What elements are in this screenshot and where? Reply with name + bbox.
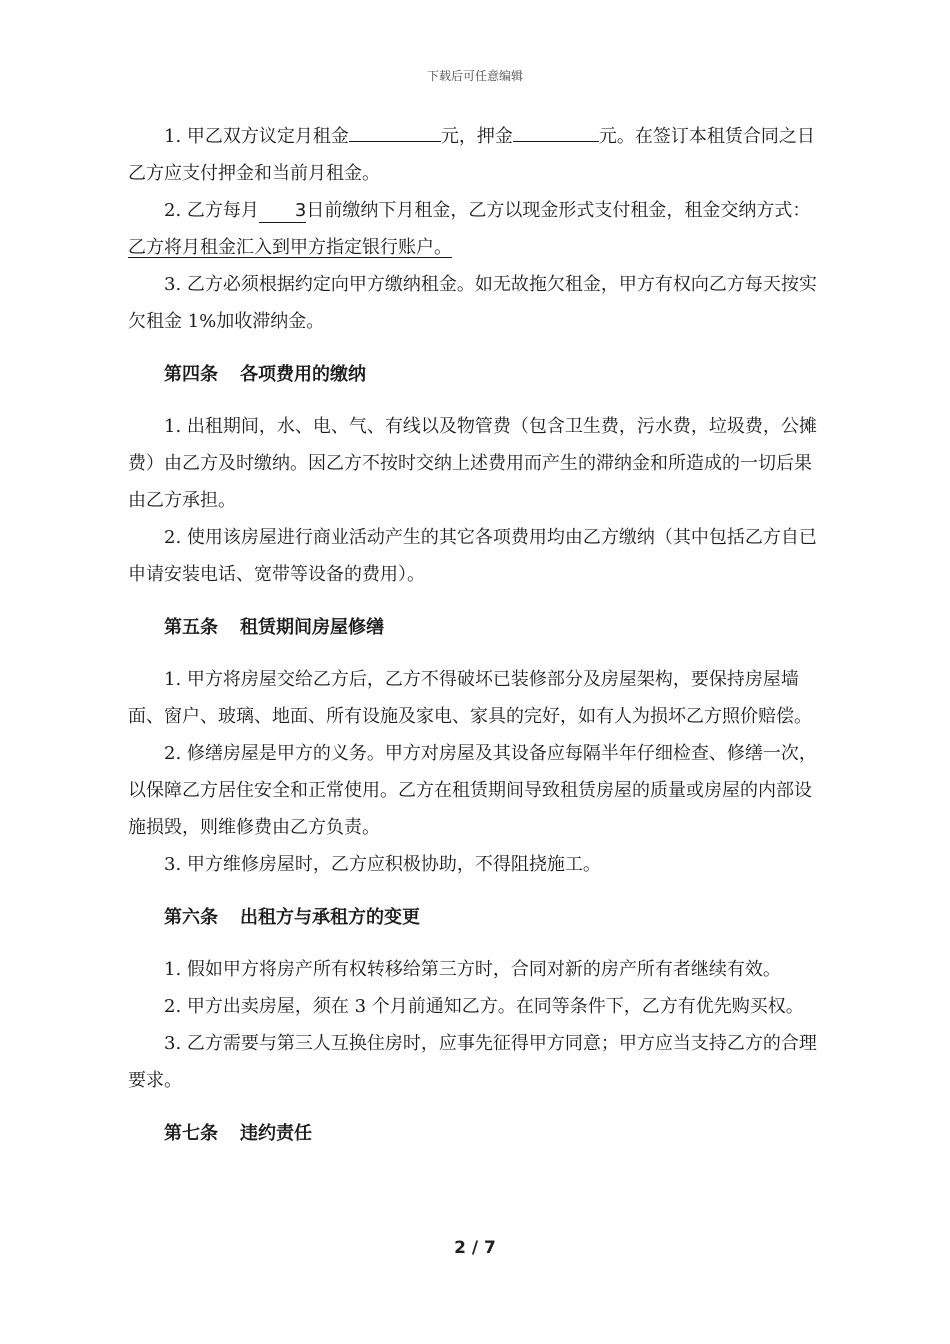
rent-blank — [349, 119, 441, 142]
clause-text: 日前缴纳下月租金，乙方以现金形式支付租金，租金交纳方式： — [306, 200, 811, 221]
clause-5-1: 1. 甲方将房屋交给乙方后，乙方不得破坏已装修部分及房屋架构，要保持房屋墙面、窗户、玻璃、地面、所有设施及家电、家具的完好，如有人为损坏乙方照价赔偿。 — [128, 669, 812, 727]
document-body — [128, 118, 820, 1167]
clause-text: 2. 乙方每月 — [164, 200, 259, 221]
section-number: 第七条 — [164, 1123, 218, 1144]
section-number: 第四条 — [164, 364, 218, 385]
section-heading-7 — [128, 1115, 820, 1152]
payment-method: 乙方将月租金汇入到甲方指定银行账户。 — [128, 237, 452, 258]
deposit-blank — [513, 119, 599, 142]
section-title: 出租方与承租方的变更 — [240, 907, 420, 928]
section-number: 第五条 — [164, 617, 218, 638]
section-heading-5 — [128, 609, 820, 646]
clause-5-2: 2. 修缮房屋是甲方的义务。甲方对房屋及其设备应每隔半年仔细检查、修缮一次，以保障乙方居住安全和正常使用。乙方在租赁期间导致租赁房屋的质量或房屋的内部设施损毁，则维修费由乙方负责。 — [128, 743, 817, 838]
clause-text: 元，押金 — [440, 126, 513, 147]
clause-3-2 — [128, 192, 820, 266]
clause-text: 元。在签订本租赁合同之日乙方应支付押金和当前月租金。 — [128, 126, 815, 184]
clause-4-2: 2. 使用该房屋进行商业活动产生的其它各项费用均由乙方缴纳（其中包括乙方自已申请安装电话、宽带等设备的费用）。 — [128, 527, 817, 585]
section-heading-4 — [128, 356, 820, 393]
section-title: 各项费用的缴纳 — [240, 364, 366, 385]
clause-3-1 — [128, 118, 820, 192]
clause-5-3: 3. 甲方维修房屋时，乙方应积极协助，不得阻挠施工。 — [164, 854, 601, 875]
section-title: 违约责任 — [240, 1123, 312, 1144]
page-number: 2 / 7 — [454, 1238, 496, 1258]
clause-4-1: 1. 出租期间，水、电、气、有线以及物管费（包含卫生费，污水费，垃圾费，公摊费）由乙方及时缴纳。因乙方不按时交纳上述费用而产生的滞纳金和所造成的一切后果由乙方承担。 — [128, 416, 817, 511]
clause-6-3: 3. 乙方需要与第三人互换住房时，应事先征得甲方同意；甲方应当支持乙方的合理要求。 — [128, 1033, 817, 1091]
section-heading-6 — [128, 899, 820, 936]
clause-text: 1. 甲乙双方议定月租金 — [164, 126, 349, 147]
payment-day: 3 — [259, 200, 306, 223]
clause-3-3: 3. 乙方必须根据约定向甲方缴纳租金。如无故拖欠租金，甲方有权向乙方每天按实欠租金 1%加收滞纳金。 — [128, 274, 817, 332]
section-number: 第六条 — [164, 907, 218, 928]
clause-6-1: 1. 假如甲方将房产所有权转移给第三方时，合同对新的房产所有者继续有效。 — [164, 959, 781, 980]
clause-6-2: 2. 甲方出卖房屋，须在 3 个月前通知乙方。在同等条件下，乙方有优先购买权。 — [164, 996, 804, 1017]
section-title: 租赁期间房屋修缮 — [240, 617, 384, 638]
page-header: 下载后可任意编辑 — [426, 69, 523, 83]
